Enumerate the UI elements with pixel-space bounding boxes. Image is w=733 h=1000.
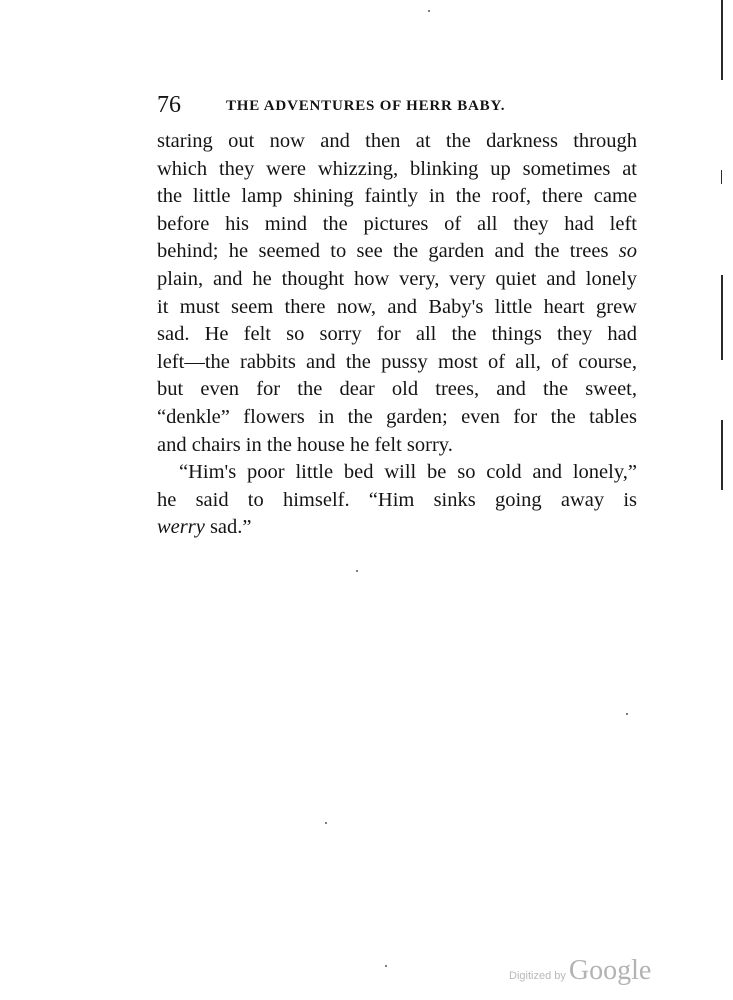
- page-edge-line: [721, 170, 722, 184]
- text-line: left—the rabbits and the pussy most of all, of course,: [157, 350, 637, 373]
- google-logo: Google: [568, 955, 652, 986]
- text-line: “Him's poor little bed will be so cold and lonely,”: [179, 461, 637, 484]
- text-line: the little lamp shining faintly in the roof, there came: [157, 185, 637, 208]
- text-line: it must seem there now, and Baby's little heart grew: [157, 295, 637, 318]
- text-line: and chairs in the house he felt sorry.: [157, 433, 453, 456]
- text-line: he said to himself. “Him sinks going away is: [157, 488, 637, 511]
- text-line: plain, and he thought how very, very quiet and lonely: [157, 267, 637, 290]
- italic-word: werry: [157, 516, 205, 539]
- scan-speck: [428, 10, 430, 12]
- text-segment: behind; he seemed to see the garden and the trees: [157, 240, 609, 263]
- scan-speck: [356, 570, 358, 572]
- text-segment: sad.”: [204, 516, 252, 539]
- page-edge-line: [721, 420, 723, 490]
- text-line: staring out now and then at the darkness through: [157, 130, 637, 152]
- running-title: THE ADVENTURES OF HERR BABY.: [226, 98, 506, 114]
- scan-speck: [385, 965, 387, 967]
- scan-speck: [626, 713, 628, 715]
- scan-speck: [325, 822, 327, 824]
- text-line: sad. He felt so sorry for all the things they had: [157, 323, 637, 346]
- text-line: “denkle” flowers in the garden; even for the tables: [157, 405, 637, 428]
- watermark-digitized-text: Digitized by: [509, 970, 566, 982]
- page-number: 76: [157, 92, 181, 118]
- page-edge-line: [721, 275, 723, 360]
- text-line: before his mind the pictures of all they had left: [157, 212, 637, 235]
- page-edge-line: [721, 0, 723, 80]
- google-watermark: [509, 955, 651, 987]
- text-line: which they were whizzing, blinking up sometimes at: [157, 157, 637, 180]
- text-line-with-italic: [157, 514, 637, 542]
- body-text: [157, 128, 637, 542]
- italic-word: so: [618, 240, 638, 263]
- text-line: but even for the dear old trees, and the sweet,: [157, 378, 637, 401]
- text-line-with-italic: [157, 238, 637, 266]
